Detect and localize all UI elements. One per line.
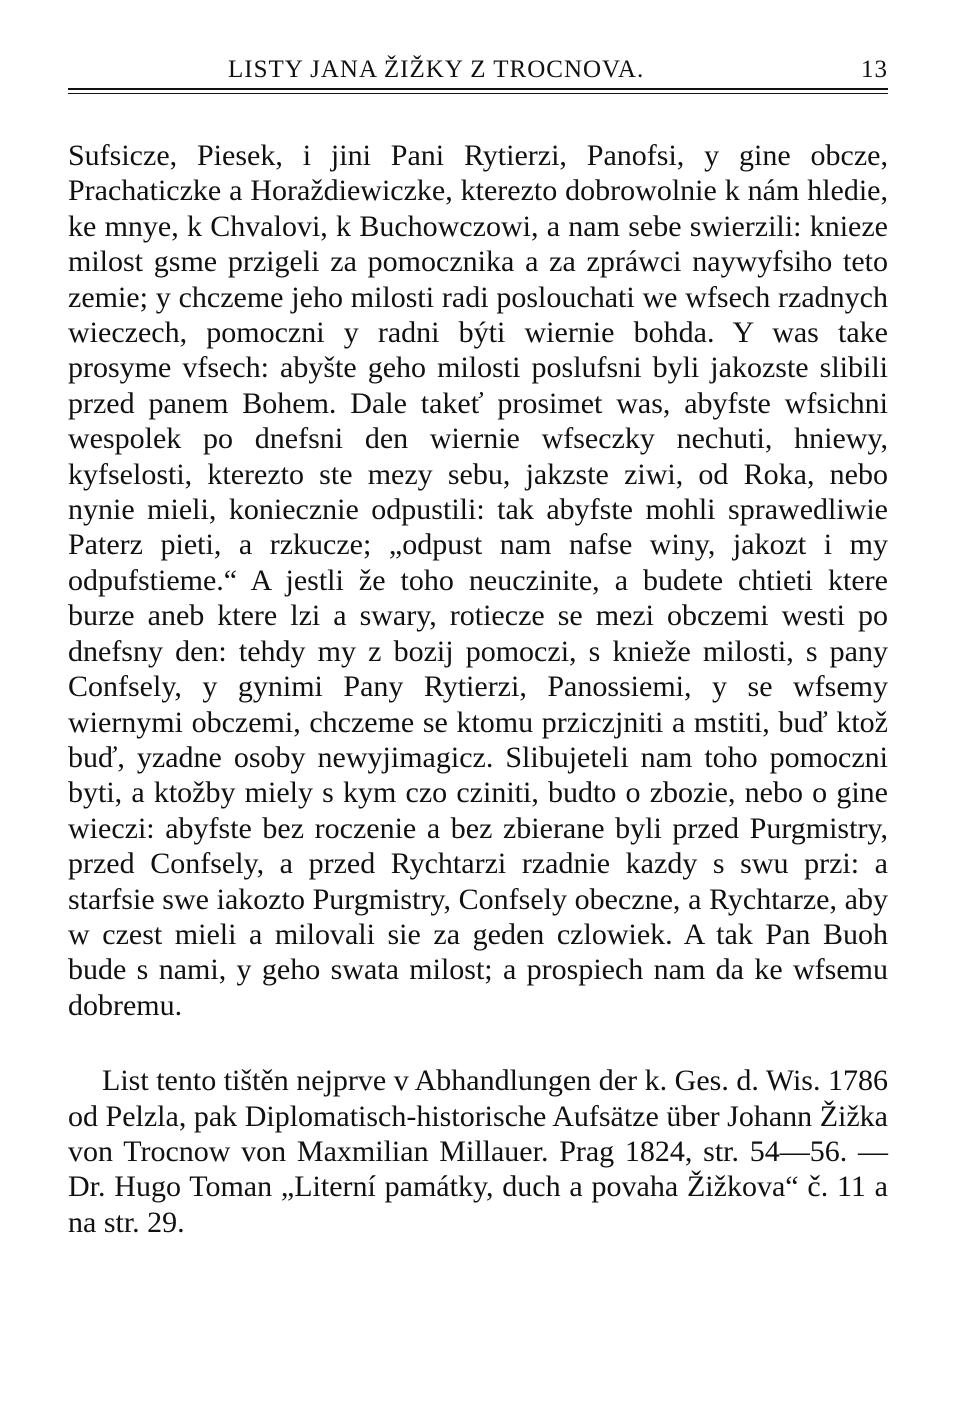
letter-text: Sufsicze, Piesek, i jini Pani Rytierzi, Panofsi, y gine obcze, Prachaticzke a Horaždiewiczke, kterezto dobrowolnie k nám hledie, ke mnye, k Chvalovi, k Buchowczowi, a nam sebe swierzili: knieze milost gsme przigeli za pomocznika a za zpráwci naywyfsiho teto zemie; y chczeme jeho milosti radi poslouchati we wfsech rzadnych wieczech, pomoczni y radni býti wiernie bohda. Y was take prosyme vfsech: abyšte geho milosti poslufsni byli jakozste slibili przed panem Bohem. Dale takeť prosimet was, abyfste wfsichni wespolek po dnefsni den wiernie wfseczky nechuti, hniewy, kyfselosti, kterezto ste mezy sebu, jakzste ziwi, od Roka, nebo nynie mieli, koniecznie odpustili: tak abyfste mohli sprawedliwie Paterz pieti, a rzkucze; „odpust nam nafse winy, jakozt i my odpufstieme.“ A jestli že toho neuczinite, a budete chtieti ktere burze aneb ktere lzi a swary, rotiecze se mezi obczemi westi po dnefsny den: tehdy my z bozij pomoczi, s knieže milosti, s pany Confsely, y gynimi Pany Rytierzi, Panossiemi, y se wfsemy wiernymi obczemi, chczeme se ktomu prziczjniti a mstiti, buď ktož buď, yzadne osoby newyjimagicz. Slibujeteli nam toho pomoczni byti, a ktožby miely s kym czo cziniti, budto o zbozie, nebo o gine wieczi: abyfste bez roczenie a bez zbierane byli przed Purgmistry, przed Confsely, a przed Rychtarzi rzadnie kazdy s swu przi: a starfsie swe iakozto Purgmistry, Confsely obeczne, a Rychtarze, aby w czest mieli a milovali sie za geden czlowiek. A tak Pan Buoh bude s nami, y geho swata milost; a prospiech nam da ke wfsemu dobremu. bbox=[68, 139, 888, 1022]
running-header bbox=[68, 56, 888, 86]
source-note: List tento tištěn nejprve v Abhandlungen der k. Ges. d. Wis. 1786 od Pelzla, pak Diplomatisch-historische Aufsätze über Johann Žižka von Trocnow von Maxmilian Millauer. Prag 1824, str. 54—56. — Dr. Hugo Toman „Literní památky, duch a povaha Žižkova“ č. 11 a na str. 29. bbox=[68, 1064, 888, 1239]
header-rule-thin bbox=[68, 93, 888, 94]
book-page bbox=[68, 56, 888, 1270]
running-title: LISTY JANA ŽIŽKY Z TROCNOVA. bbox=[228, 56, 645, 83]
header-rule bbox=[68, 88, 888, 90]
page-number: 13 bbox=[861, 56, 888, 83]
